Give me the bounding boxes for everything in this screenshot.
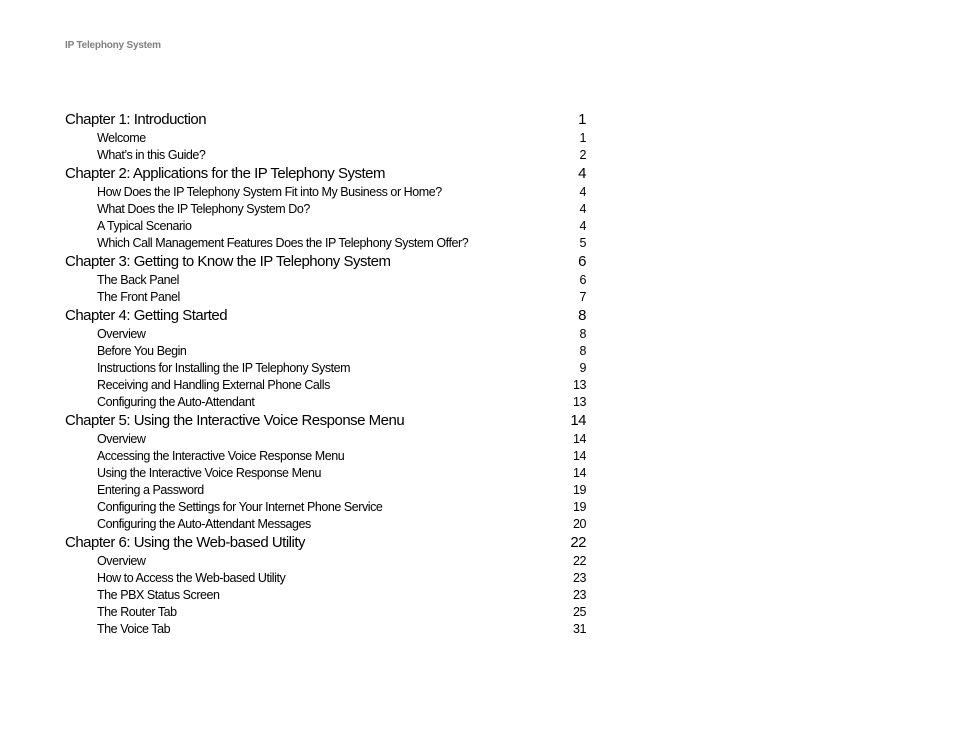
toc-entry-row[interactable]: [65, 604, 586, 621]
toc-chapter-row[interactable]: [65, 411, 586, 431]
toc-entry-page-number: 13: [572, 378, 586, 392]
toc-entry-row[interactable]: [65, 147, 586, 164]
toc-entry-row[interactable]: [65, 130, 586, 147]
toc-entry-page-number: 14: [572, 432, 586, 446]
toc-entry-page-number: 19: [572, 500, 586, 514]
toc-entry-row[interactable]: [65, 272, 586, 289]
toc-entry-page-number: 7: [579, 290, 586, 304]
toc-entry-title: Overview: [97, 327, 146, 341]
toc-entry-title: A Typical Scenario: [97, 219, 192, 233]
toc-chapter-title: Chapter 4: Getting Started: [65, 307, 228, 324]
toc-entry-row[interactable]: [65, 587, 586, 604]
toc-entry-title: Which Call Management Features Does the IP Telephony System Offer?: [97, 236, 469, 250]
toc-chapter-page-number: 14: [570, 412, 586, 429]
toc-entry-title: The Back Panel: [97, 273, 179, 287]
toc-entry-page-number: 4: [579, 219, 586, 233]
toc-entry-page-number: 23: [572, 571, 586, 585]
toc-chapter-row[interactable]: [65, 306, 586, 326]
toc-entry-title: What Does the IP Telephony System Do?: [97, 202, 310, 216]
toc-chapter-page-number: 6: [578, 253, 586, 270]
toc-entry-row[interactable]: [65, 394, 586, 411]
toc-entry-page-number: 4: [579, 185, 586, 199]
toc-entry-page-number: 9: [579, 361, 586, 375]
toc-chapter-page-number: 22: [570, 534, 586, 551]
toc-entry-title: The Voice Tab: [97, 622, 171, 636]
toc-entry-page-number: 4: [579, 202, 586, 216]
table-of-contents: [65, 110, 586, 638]
toc-entry-row[interactable]: [65, 218, 586, 235]
toc-entry-row[interactable]: [65, 201, 586, 218]
toc-chapter-row[interactable]: [65, 533, 586, 553]
toc-entry-page-number: 5: [579, 236, 586, 250]
toc-entry-row[interactable]: [65, 465, 586, 482]
toc-entry-page-number: 25: [572, 605, 586, 619]
toc-entry-page-number: 14: [572, 466, 586, 480]
toc-entry-title: How to Access the Web-based Utility: [97, 571, 286, 585]
toc-chapter-page-number: 4: [578, 165, 586, 182]
toc-entry-row[interactable]: [65, 431, 586, 448]
running-header: IP Telephony System: [65, 40, 161, 51]
toc-entry-title: Welcome: [97, 131, 146, 145]
toc-entry-row[interactable]: [65, 621, 586, 638]
toc-entry-row[interactable]: [65, 448, 586, 465]
toc-entry-title: Overview: [97, 432, 146, 446]
toc-entry-row[interactable]: [65, 482, 586, 499]
toc-entry-title: What’s in this Guide?: [97, 148, 206, 162]
toc-entry-row[interactable]: [65, 360, 586, 377]
toc-chapter-title: Chapter 6: Using the Web-based Utility: [65, 534, 306, 551]
toc-chapter-title: Chapter 2: Applications for the IP Telephony System: [65, 165, 385, 182]
toc-entry-title: The Front Panel: [97, 290, 180, 304]
toc-chapter-title: Chapter 5: Using the Interactive Voice Response Menu: [65, 412, 405, 429]
toc-entry-title: Instructions for Installing the IP Telephony System: [97, 361, 351, 375]
toc-entry-title: How Does the IP Telephony System Fit into My Business or Home?: [97, 185, 442, 199]
toc-entry-page-number: 13: [572, 395, 586, 409]
toc-entry-title: The Router Tab: [97, 605, 177, 619]
toc-entry-row[interactable]: [65, 235, 586, 252]
toc-entry-page-number: 6: [579, 273, 586, 287]
toc-entry-row[interactable]: [65, 184, 586, 201]
toc-chapter-row[interactable]: [65, 252, 586, 272]
toc-chapter-title: Chapter 1: Introduction: [65, 111, 207, 128]
toc-entry-title: The PBX Status Screen: [97, 588, 220, 602]
toc-entry-title: Configuring the Auto-Attendant: [97, 395, 255, 409]
toc-entry-row[interactable]: [65, 553, 586, 570]
toc-entry-title: Overview: [97, 554, 146, 568]
toc-entry-page-number: 14: [572, 449, 586, 463]
toc-chapter-page-number: 8: [578, 307, 586, 324]
toc-entry-title: Receiving and Handling External Phone Calls: [97, 378, 330, 392]
toc-entry-row[interactable]: [65, 570, 586, 587]
toc-entry-title: Accessing the Interactive Voice Response Menu: [97, 449, 345, 463]
toc-entry-row[interactable]: [65, 516, 586, 533]
toc-chapter-title: Chapter 3: Getting to Know the IP Telephony System: [65, 253, 391, 270]
toc-entry-page-number: 1: [579, 131, 586, 145]
toc-entry-page-number: 8: [579, 344, 586, 358]
toc-chapter-page-number: 1: [578, 111, 586, 128]
toc-chapter-row[interactable]: [65, 110, 586, 130]
toc-entry-page-number: 8: [579, 327, 586, 341]
toc-entry-page-number: 20: [572, 517, 586, 531]
toc-entry-page-number: 22: [572, 554, 586, 568]
toc-entry-title: Configuring the Settings for Your Internet Phone Service: [97, 500, 383, 514]
toc-entry-title: Entering a Password: [97, 483, 204, 497]
toc-entry-row[interactable]: [65, 343, 586, 360]
toc-entry-row[interactable]: [65, 326, 586, 343]
toc-chapter-row[interactable]: [65, 164, 586, 184]
toc-entry-title: Configuring the Auto-Attendant Messages: [97, 517, 311, 531]
toc-entry-row[interactable]: [65, 289, 586, 306]
toc-entry-page-number: 31: [572, 622, 586, 636]
toc-entry-row[interactable]: [65, 499, 586, 516]
toc-entry-row[interactable]: [65, 377, 586, 394]
toc-entry-page-number: 23: [572, 588, 586, 602]
toc-entry-title: Using the Interactive Voice Response Menu: [97, 466, 322, 480]
toc-entry-page-number: 19: [572, 483, 586, 497]
toc-entry-title: Before You Begin: [97, 344, 187, 358]
toc-entry-page-number: 2: [579, 148, 586, 162]
